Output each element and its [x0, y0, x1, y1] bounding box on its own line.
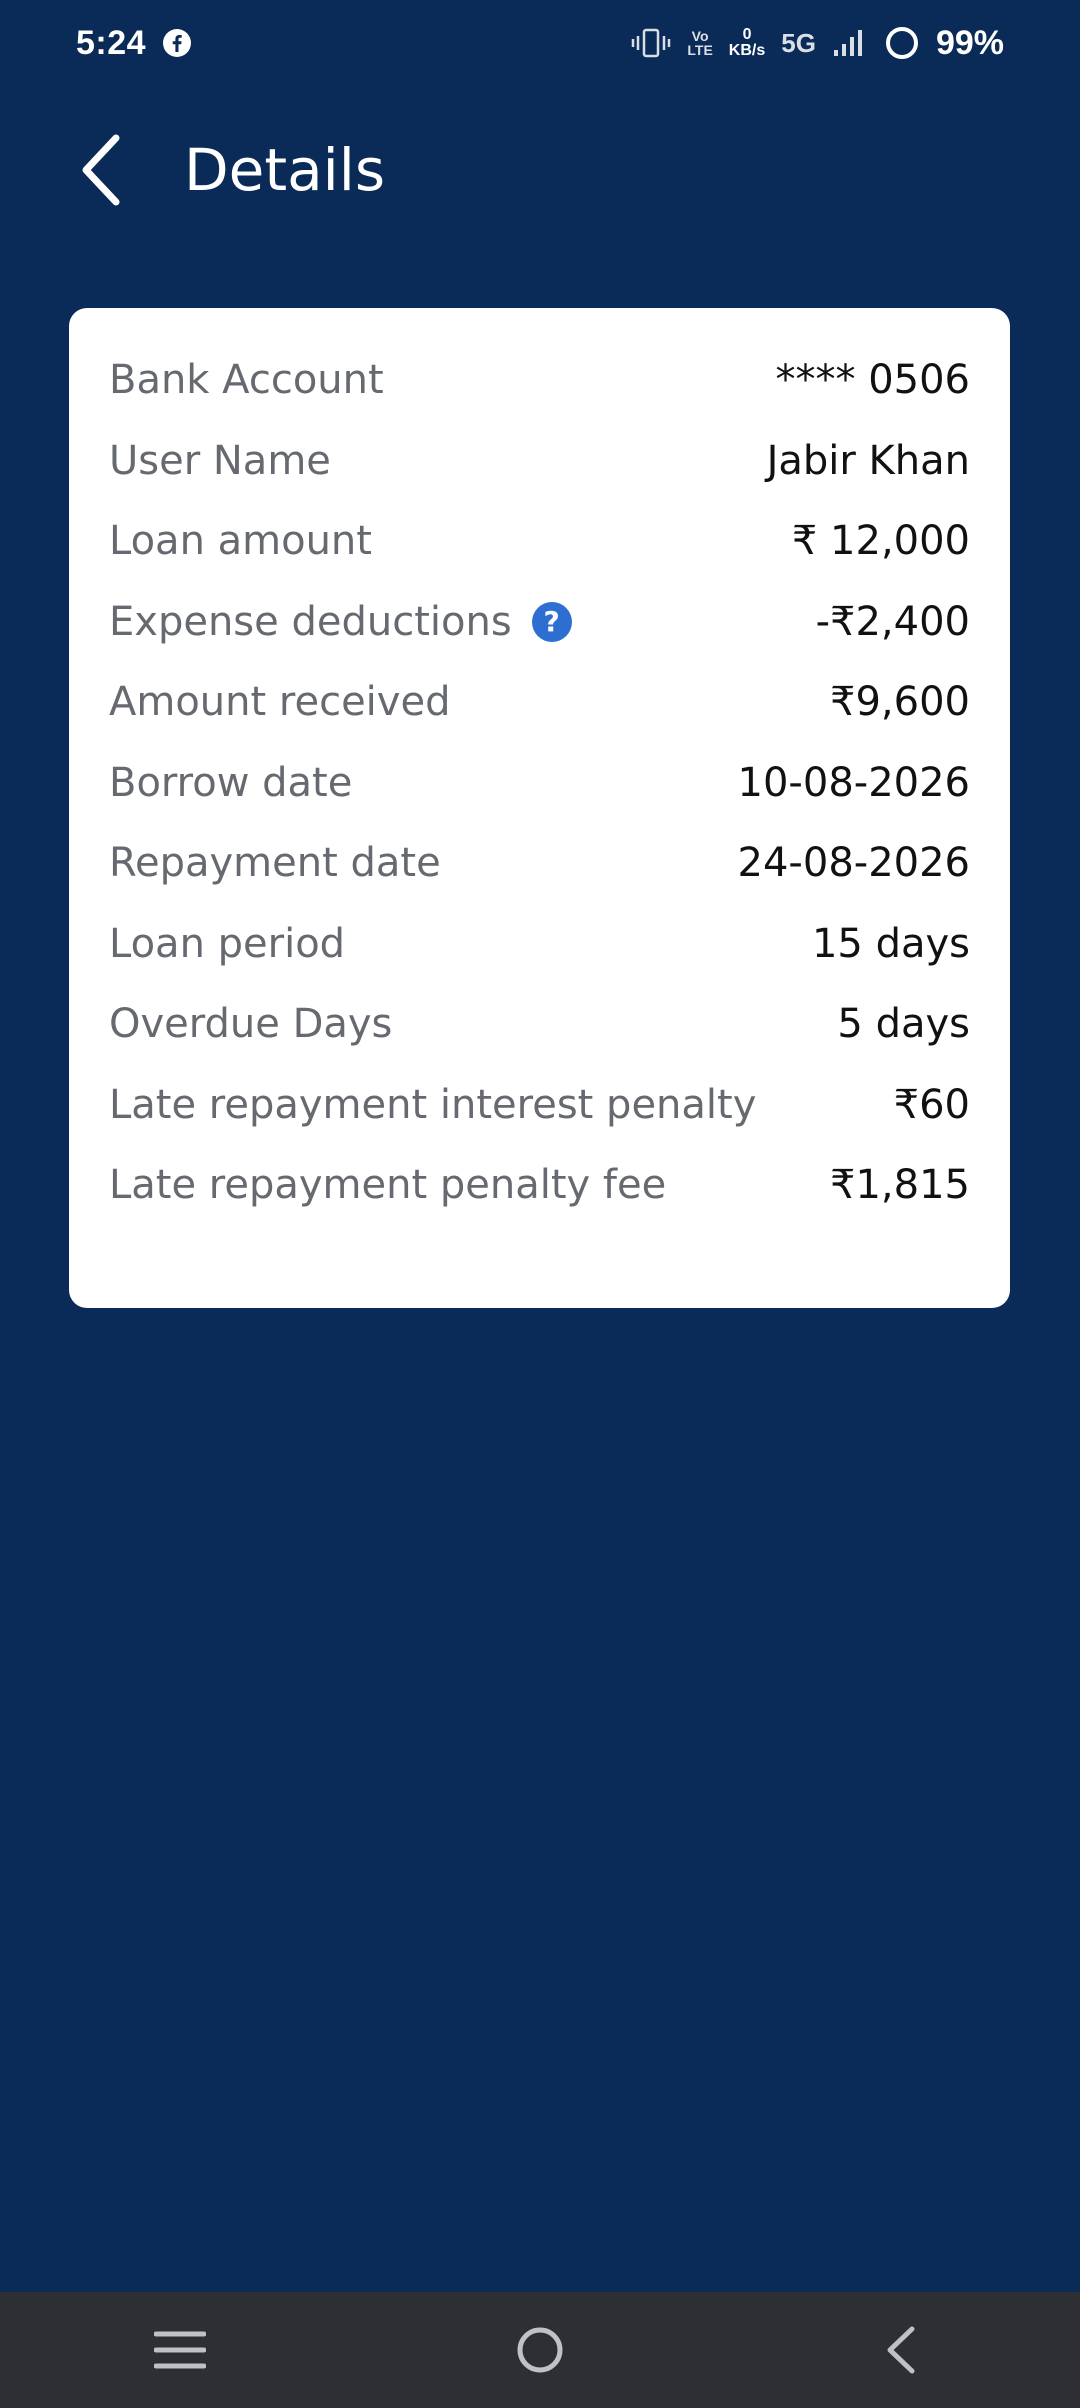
detail-row-user-name: [109, 421, 970, 502]
back-button[interactable]: [64, 134, 136, 206]
battery-icon: [884, 25, 920, 61]
detail-label: Late repayment penalty fee: [109, 1162, 667, 1209]
data-speed-unit: KB/s: [728, 42, 766, 59]
detail-label: Loan amount: [109, 518, 372, 565]
detail-row-borrow-date: [109, 743, 970, 824]
volte-top: Vo: [691, 28, 709, 44]
detail-value: 10-08-2026: [737, 759, 970, 806]
detail-value: 24-08-2026: [737, 840, 970, 887]
detail-label: Loan period: [109, 920, 346, 967]
vibrate-icon: [631, 26, 671, 60]
detail-value: -₹2,400: [815, 598, 970, 645]
detail-value: ₹1,815: [830, 1162, 970, 1209]
status-left: [76, 24, 192, 63]
detail-label: Borrow date: [109, 759, 353, 806]
back-chevron-icon: [882, 2325, 918, 2375]
detail-row-bank-account: [109, 340, 970, 421]
detail-value: ₹ 12,000: [791, 518, 970, 565]
detail-label: Late repayment interest penalty: [109, 1081, 757, 1128]
status-bar: [0, 0, 1080, 86]
detail-value: ₹9,600: [830, 679, 970, 726]
detail-row-loan-amount: [109, 501, 970, 582]
volte-indicator: [687, 29, 712, 57]
detail-label-with-help: [109, 599, 572, 645]
signal-icon: [832, 28, 868, 58]
menu-icon: [154, 2330, 206, 2370]
page-title: Details: [184, 136, 386, 204]
detail-label: Bank Account: [109, 357, 384, 404]
system-nav-bar: [0, 2292, 1080, 2408]
detail-row-late-interest-penalty: [109, 1065, 970, 1146]
detail-value: ₹60: [893, 1081, 970, 1128]
status-right: [631, 24, 1004, 63]
detail-label: Overdue Days: [109, 1001, 393, 1048]
detail-label: Repayment date: [109, 840, 441, 887]
data-speed-value: 0: [742, 26, 752, 43]
detail-label: User Name: [109, 437, 331, 484]
home-circle-icon: [515, 2325, 565, 2375]
nav-back-button[interactable]: [840, 2300, 960, 2400]
detail-value: 15 days: [811, 920, 970, 967]
battery-percent: 99%: [935, 23, 1004, 62]
detail-row-late-penalty-fee: [109, 1145, 970, 1226]
detail-row-overdue-days: [109, 984, 970, 1065]
detail-label: Expense deductions: [109, 598, 512, 645]
detail-value: Jabir Khan: [766, 437, 970, 484]
question-circle-icon[interactable]: ?: [532, 602, 572, 642]
chevron-left-icon: [76, 132, 124, 208]
volte-bottom: LTE: [687, 42, 713, 58]
detail-label: Amount received: [109, 679, 451, 726]
status-time: 5:24: [76, 23, 147, 62]
detail-row-loan-period: [109, 904, 970, 985]
network-type: 5G: [781, 27, 816, 58]
nav-menu-button[interactable]: [120, 2300, 240, 2400]
detail-row-expense-deductions: [109, 582, 970, 663]
detail-value: **** 0506: [775, 357, 970, 404]
data-speed: [729, 27, 765, 59]
detail-row-repayment-date: [109, 823, 970, 904]
nav-home-button[interactable]: [480, 2300, 600, 2400]
detail-value: 5 days: [837, 1001, 970, 1048]
facebook-icon: [162, 28, 192, 58]
header: [0, 110, 1080, 230]
detail-row-amount-received: [109, 662, 970, 743]
details-card: [69, 308, 1010, 1308]
